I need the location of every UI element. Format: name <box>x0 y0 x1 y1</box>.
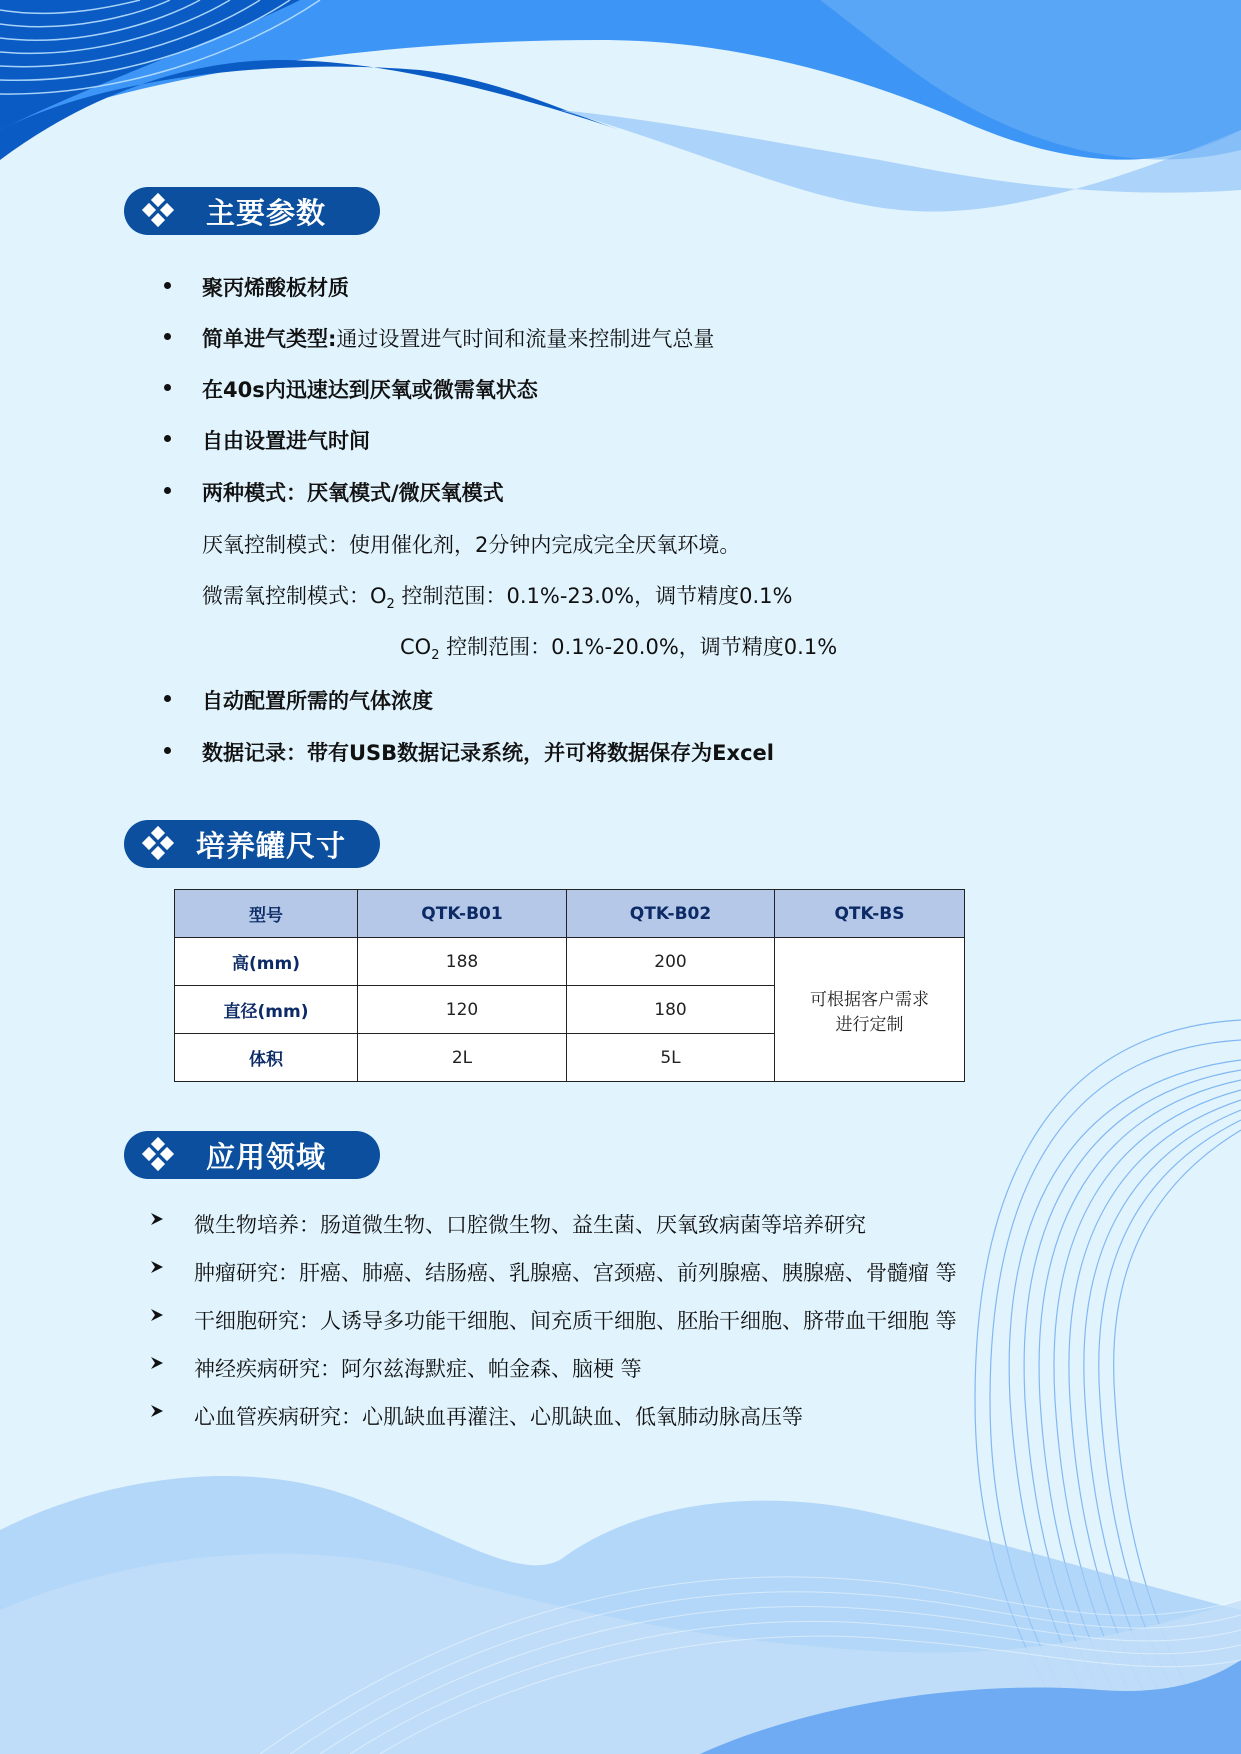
arrow-bullet-icon <box>150 1308 164 1322</box>
bullet-icon <box>164 487 171 494</box>
bullet-icon <box>164 695 171 702</box>
table-header-cell: QTK-B02 <box>567 890 775 938</box>
microaerobic-co2-text: $CO_2$ 控制范围：0.1%-20.0%，调节精度0.1% <box>400 635 838 664</box>
arrow-bullet-icon <box>150 1212 164 1226</box>
arrow-bullet-icon <box>150 1404 164 1418</box>
bullet-icon <box>164 282 171 289</box>
arrow-bullet-icon <box>150 1260 164 1274</box>
bullet-icon <box>164 435 171 442</box>
dimensions-table <box>174 889 965 1082</box>
table-row: 体积 2L 5L <box>175 1034 965 1082</box>
section-title: 应用领域 <box>206 1139 327 1174</box>
table-header-cell: QTK-BS <box>775 890 965 938</box>
table-header-cell: 型号 <box>175 890 358 938</box>
section-header-params <box>124 187 380 235</box>
bullet-icon <box>164 747 171 754</box>
custom-cell: 可根据客户需求 进行定制 <box>775 938 965 1082</box>
bullet-icon <box>164 384 171 391</box>
section-header-applications <box>124 1131 380 1179</box>
diamond-cluster-icon <box>138 824 178 864</box>
section-header-dimensions <box>124 820 380 868</box>
diamond-cluster-icon <box>138 191 178 231</box>
bullet-icon <box>164 333 171 340</box>
arrow-bullet-icon <box>150 1356 164 1370</box>
table-row: 高(mm) 188 200 可根据客户需求 进行定制 <box>175 938 965 986</box>
section-title: 主要参数 <box>206 195 327 230</box>
anaerobic-mode-text: 厌氧控制模式：使用催化剂，2分钟内完成完全厌氧环境。 <box>202 533 741 557</box>
table-header-row <box>175 890 965 938</box>
section-title: 培养罐尺寸 <box>196 828 347 863</box>
table-header-cell: QTK-B01 <box>358 890 567 938</box>
table-row: 直径(mm) 120 180 <box>175 986 965 1034</box>
diamond-cluster-icon <box>138 1135 178 1175</box>
microaerobic-o2-text: 微需氧控制模式：$O_2$ 控制范围：0.1%-23.0%，调节精度0.1% <box>202 584 793 613</box>
